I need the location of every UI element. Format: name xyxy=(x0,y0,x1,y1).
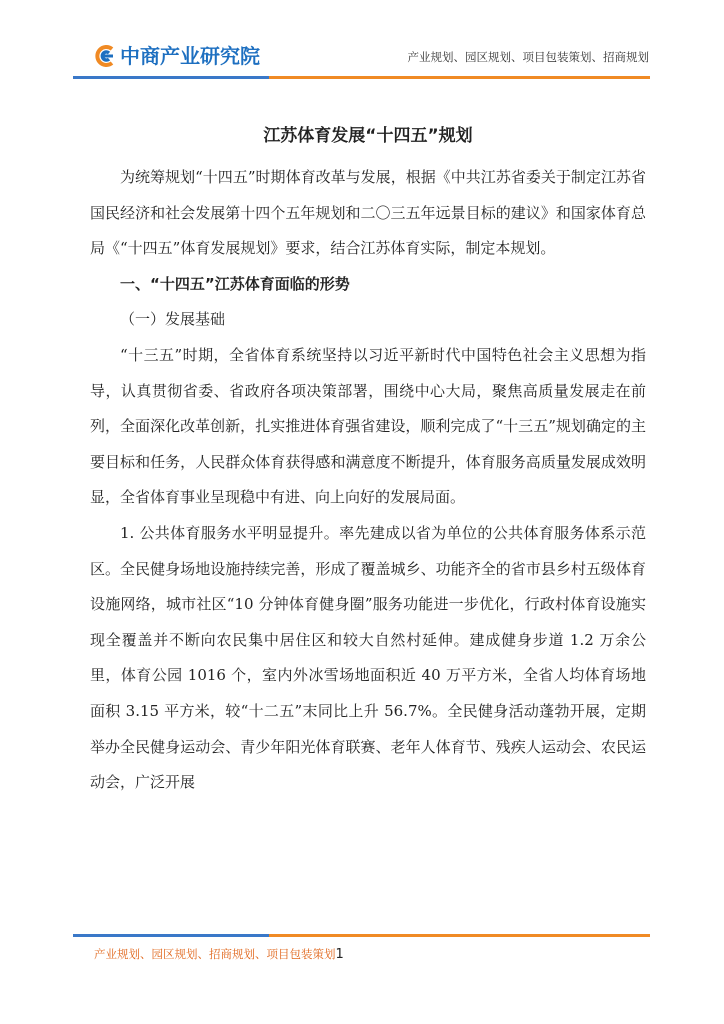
header-rule-orange xyxy=(269,76,650,79)
header-rule-blue xyxy=(73,76,269,79)
page-number: 1 xyxy=(335,947,344,962)
page-footer xyxy=(94,946,344,962)
body-paragraph: 1. 公共体育服务水平明显提升。率先建成以省为单位的公共体育服务体系示范区。全民健身场地设施持续完善，形成了覆盖城乡、功能齐全的省市县乡村五级体育设施网络，城市社区“10 分钟体育健身圈”服务功能进一步优化，行政村体育设施实现全覆盖并不断向农民集中居住区和较大自然村延伸。建成健身步道 1.2 万余公里，体育公园 1016 个，室内外冰雪场地面积近 40 万平方米，全省人均体育场地面积 3.15 平方米，较“十二五”末同比上升 56.7%。全民健身活动蓬勃开展，定期举办全民健身运动会、青少年阳光体育联赛、老年人体育节、残疾人运动会、农民运动会，广泛开展 xyxy=(90,523,646,792)
body-paragraph: “十三五”时期，全省体育系统坚持以习近平新时代中国特色社会主义思想为指导，认真贯彻省委、省政府各项决策部署，围绕中心大局，聚焦高质量发展走在前列，全面深化改革创新，扎实推进体育强省建设，顺利完成了“十三五”规划确定的主要目标和任务，人民群众体育获得感和满意度不断提升，体育服务高质量发展成效明显，全省体育事业呈现稳中有进、向上向好的发展局面。 xyxy=(90,345,646,507)
footer-rule-blue xyxy=(73,934,269,937)
logo-text: 中商产业研究院 xyxy=(120,44,260,68)
footer-text: 产业规划、园区规划、招商规划、项目包装策划 xyxy=(94,947,336,961)
logo-mark-icon xyxy=(94,44,118,68)
footer-rule-orange xyxy=(269,934,650,937)
header-tagline: 产业规划、园区规划、项目包装策划、招商规划 xyxy=(407,50,649,64)
page-header xyxy=(0,0,724,82)
document-body xyxy=(90,120,646,801)
document-title: 江苏体育发展“十四五”规划 xyxy=(263,126,473,146)
section-heading: 一、“十四五”江苏体育面临的形势 xyxy=(120,274,350,293)
company-logo xyxy=(94,44,260,68)
subsection-heading: （一）发展基础 xyxy=(120,310,226,329)
intro-paragraph: 为统筹规划“十四五”时期体育改革与发展，根据《中共江苏省委关于制定江苏省国民经济和社会发展第十四个五年规划和二〇三五年远景目标的建议》和国家体育总局《“十四五”体育发展规划》要求，结合江苏体育实际，制定本规划。 xyxy=(90,168,646,258)
